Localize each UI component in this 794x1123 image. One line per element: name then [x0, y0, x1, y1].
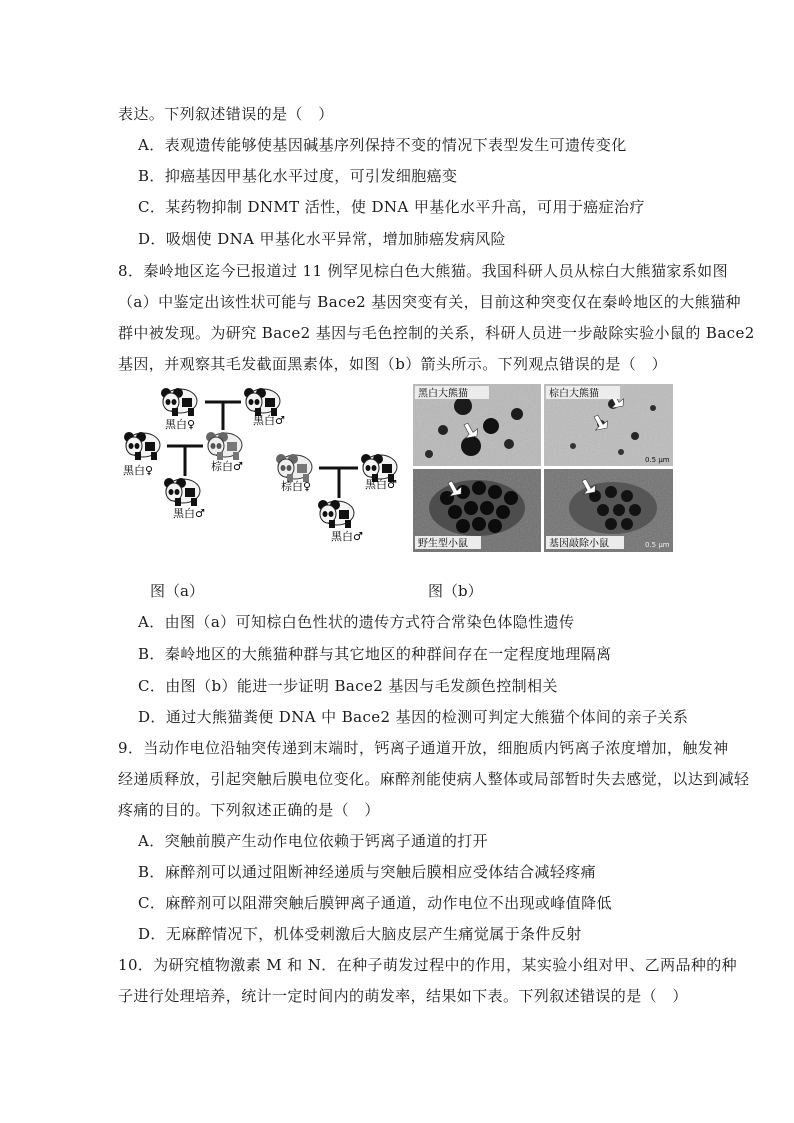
panel-wild-type-mouse [413, 469, 541, 552]
pedigree-b-brown-female [276, 454, 312, 482]
q9-stem-line-1: 9．当动作电位沿轴突传递到末端时，钙离子通道开放，细胞质内钙离子浓度增加，触发神 [118, 739, 729, 757]
pedigree-label-4: 棕白♂ [211, 460, 243, 473]
q7-stem-tail: 表达。下列叙述错误的是（ ） [118, 105, 334, 123]
pedigree-a-female-parent [161, 388, 197, 416]
figure-a-pedigree [115, 380, 410, 560]
pedigree-label-2: 黑白♂ [253, 414, 285, 427]
q7-option-a: A．表观遗传能够使基因碱基序列保持不变的情况下表型发生可遗传变化 [138, 136, 627, 154]
panel-brown-white-panda [544, 384, 673, 466]
panel-scale-1: 0.5 μm [645, 456, 670, 464]
q8-option-a: A．由图（a）可知棕白色性状的遗传方式符合常染色体隐性遗传 [138, 613, 575, 631]
figure-a-caption: 图（a） [150, 582, 204, 600]
panel-label-2: 棕白大熊猫 [549, 388, 599, 400]
pedigree-label-6: 棕白♀ [281, 480, 312, 493]
panel-label-4: 基因敲除小鼠 [549, 538, 609, 550]
q7-option-d: D．吸烟使 DNA 甲基化水平异常，增加肺癌发病风险 [138, 230, 506, 248]
q7-option-c: C．某药物抑制 DNMT 活性，使 DNA 甲基化水平升高，可用于癌症治疗 [138, 198, 645, 216]
q9-option-a: A．突触前膜产生动作电位依赖于钙离子通道的打开 [138, 832, 489, 850]
q9-stem-line-2: 经递质释放，引起突触后膜电位变化。麻醉剂能使病人整体或局部暂时失去感觉，以达到减轻 [118, 770, 750, 788]
panel-scale-2: 0.5 μm [645, 541, 670, 549]
pedigree-b-offspring [318, 500, 354, 528]
q8-option-d: D．通过大熊猫粪便 DNA 中 Bace2 基因的检测可判定大熊猫个体间的亲子关系 [138, 708, 689, 726]
panel-label-1: 黑白大熊猫 [418, 388, 468, 400]
pedigree-label-5: 黑白♂ [173, 507, 205, 520]
q7-option-b: B．抑癌基因甲基化水平过度，可引发细胞癌变 [138, 167, 458, 185]
q9-option-c: C．麻醉剂可以阻滞突触后膜钾离子通道，动作电位不出现或峰值降低 [138, 894, 612, 912]
q8-stem-line-4: 基因，并观察其毛发截面黑素体，如图（b）箭头所示。下列观点错误的是（ ） [118, 355, 668, 373]
pedigree-a-male-parent [244, 388, 280, 416]
q9-option-b: B．麻醉剂可以通过阻断神经递质与突触后膜相应受体结合减轻疼痛 [138, 863, 597, 881]
pedigree-a-female-2 [124, 432, 160, 460]
figure-b-micrographs [413, 384, 673, 552]
q8-stem-line-1: 8．秦岭地区迄今已报道过 11 例罕见棕白色大熊猫。我国科研人员从棕白大熊猫家系如图 [118, 262, 728, 280]
pedigree-a-brown-male [206, 432, 242, 460]
figure-b-caption: 图（b） [428, 582, 483, 600]
q8-option-b: B．秦岭地区的大熊猫种群与其它地区的种群间存在一定程度地理隔离 [138, 645, 612, 663]
q8-stem-line-2: （a）中鉴定出该性状可能与 Bace2 基因突变有关，目前这种突变仅在秦岭地区的大熊猫种 [118, 293, 741, 311]
pedigree-label-7: 黑白♂ [365, 478, 397, 491]
q9-stem-line-3: 疼痛的目的。下列叙述正确的是（ ） [118, 801, 380, 819]
q8-option-c: C．由图（b）能进一步证明 Bace2 基因与毛发颜色控制相关 [138, 677, 558, 695]
q10-stem-line-1: 10．为研究植物激素 M 和 N．在种子萌发过程中的作用，某实验小组对甲、乙两品种的种 [118, 956, 738, 974]
q10-stem-line-2: 子进行处理培养，统计一定时间内的萌发率，结果如下表。下列叙述错误的是（ ） [118, 987, 688, 1005]
pedigree-label-1: 黑白♀ [165, 418, 196, 431]
panel-knockout-mouse [544, 469, 673, 552]
q9-option-d: D．无麻醉情况下，机体受刺激后大脑皮层产生痛觉属于条件反射 [138, 925, 582, 943]
pedigree-a-offspring [164, 478, 200, 506]
panel-label-3: 野生型小鼠 [418, 538, 468, 550]
pedigree-label-8: 黑白♂ [331, 530, 363, 543]
q8-stem-line-3: 群中被发现。为研究 Bace2 基因与毛色控制的关系，科研人员进一步敲除实验小鼠的 Bace2 [118, 324, 755, 342]
panel-black-white-panda [413, 384, 541, 466]
pedigree-label-3: 黑白♀ [123, 464, 154, 477]
